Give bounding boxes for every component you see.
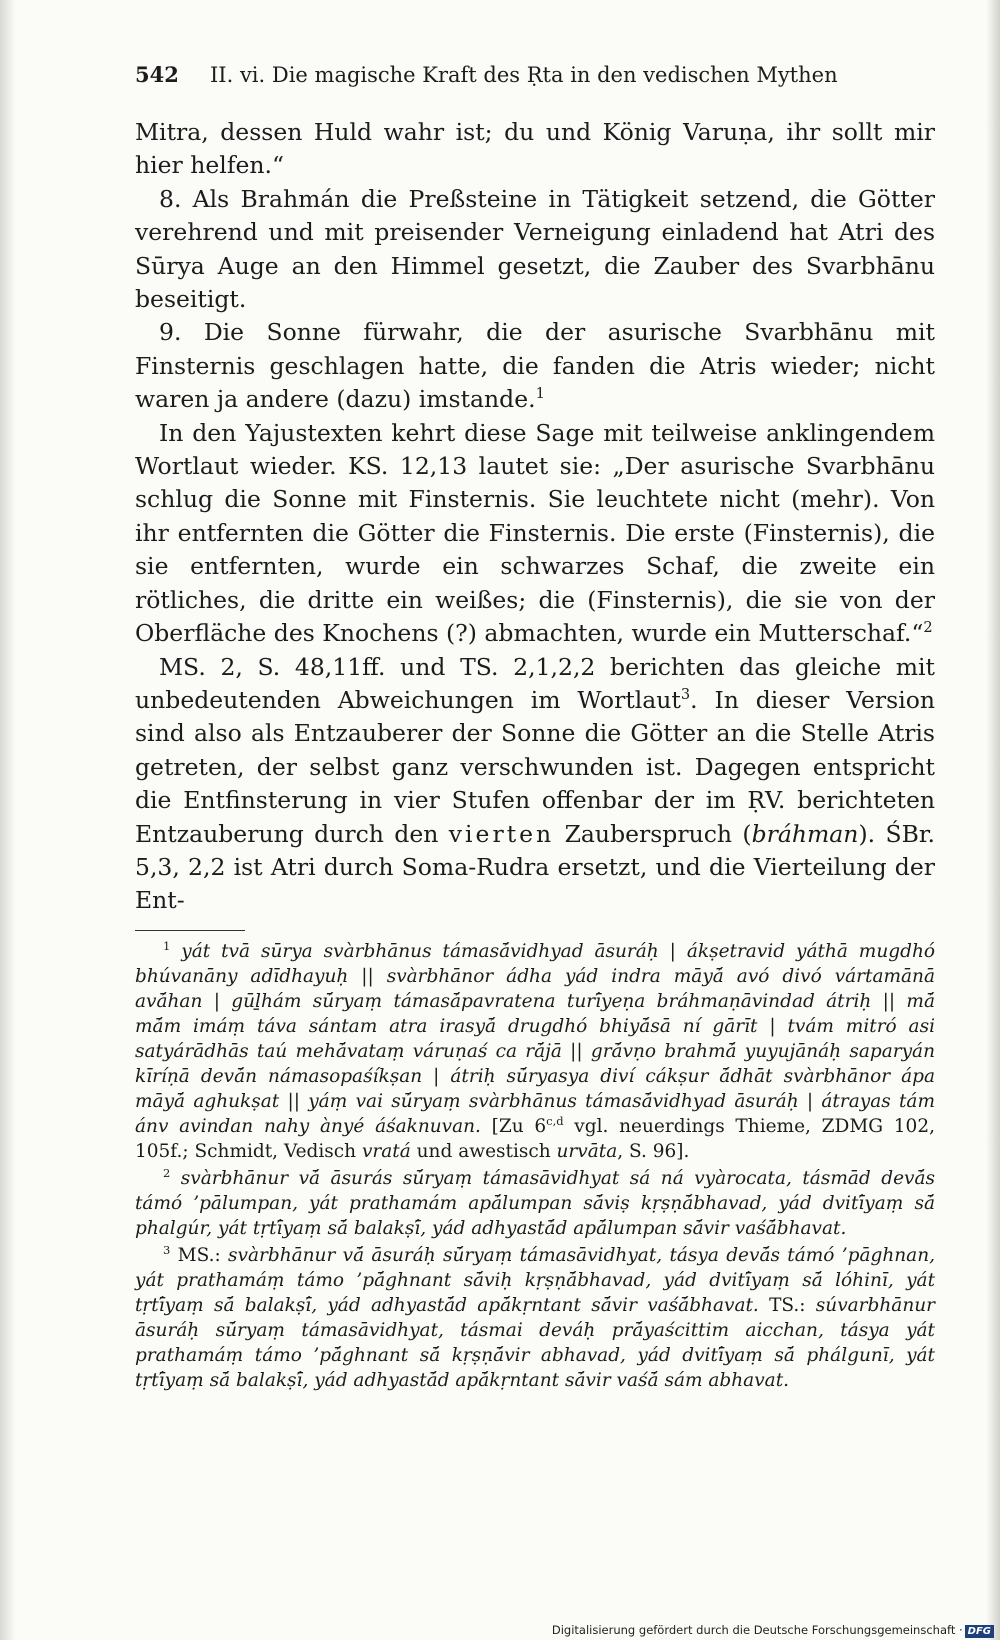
spaced-emphasis: vierten	[448, 819, 555, 848]
footnote-divider	[135, 930, 245, 931]
footnote-1-text-b: vgl. neuerdings Thieme, ZDMG 102, 105f.; Schmidt, Vedisch	[135, 1115, 935, 1162]
verse-8: 8. Als Brahmán die Preßsteine in Tätigkeit setzend, die Götter verehrend und mit preisender Verneigung einladend hat Atri des Sūrya Auge an den Himmel gesetzt, die Zauber des Svarbhānu beseitigt.	[135, 184, 935, 314]
footnote-3-ms-sanskrit: svàrbhānur vā́ āsuráḥ sū́ryaṃ támasāvidhyat, tásya devā́s támó ’pāghnan, yát prathamáṃ támo ’pā́ghnant sā́viḥ kṛṣṇā́bhavad, yád dvitī́yaṃ sā́ lóhinī, yát tṛtī́yaṃ sā́ balakṣī́, yád adhyastā́d apā́kṛntant sā́vir vaśā́bhavat.	[135, 1244, 935, 1316]
main-text	[135, 116, 935, 918]
footnote-mark: 3	[163, 1242, 171, 1257]
footnote-3-label-ts: TS.:	[769, 1294, 806, 1316]
paragraph-ms-ts	[135, 651, 935, 918]
page-edge-shadow-left	[0, 0, 16, 1640]
page-number: 542	[135, 62, 179, 87]
footnote-1	[135, 939, 935, 1164]
footnote-1-italic-vrata: vratá	[361, 1140, 411, 1162]
footnote-mark: 1	[163, 938, 171, 953]
paragraph-ms-ts-text-a: MS. 2, S. 48,11ff. und TS. 2,1,2,2 berichten das gleiche mit unbedeutenden Abweichungen im Wortlaut	[135, 652, 935, 714]
verse-9-text: 9. Die Sonne fürwahr, die der asurische Svarbhānu mit Finsternis geschlagen hatte, die fanden die Atris wieder; nicht waren ja andere (dazu) imstande.	[135, 318, 935, 414]
page-header	[135, 62, 935, 94]
footnote-1-text-d: , S. 96].	[617, 1140, 690, 1162]
footnote-ref-1[interactable]: 1	[535, 385, 545, 403]
footnote-2	[135, 1166, 935, 1241]
footnote-1-text-c: und awestisch	[410, 1140, 557, 1162]
footnote-1-italic-urvata: urvāta	[556, 1140, 618, 1162]
verse-9	[135, 316, 935, 416]
footer-text: Digitalisierung gefördert durch die Deutsche Forschungsgemeinschaft ·	[551, 1623, 963, 1637]
running-title: II. vi. Die magische Kraft des Ṛta in den vedischen Mythen	[210, 63, 838, 87]
footnote-3	[135, 1243, 935, 1393]
verse-7-end: Mitra, dessen Huld wahr ist; du und König Varuṇa, ihr sollt mir hier helfen.“	[135, 118, 935, 180]
italic-term: bráhman	[751, 819, 859, 848]
dfg-logo: DFG	[965, 1625, 994, 1638]
footnote-2-sanskrit: svàrbhānur vā́ āsurás sū́ryaṃ támasāvidhyat sá ná vyàrocata, tásmād devā́s támó ’pālumpan, yát prathamám apā́lumpan sā́viṣ kṛṣṇā́bhavad, yád dvitī́yaṃ sā́ phalgúr, yát tṛtī́yaṃ sā́ balakṣī́, yád adhyastā́d apā́lumpan sā́vir vaśā́bhavat.	[135, 1167, 935, 1239]
footnote-mark: 2	[163, 1165, 171, 1180]
footnote-1-sanskrit: yát tvā sūrya svàrbhānus támasā́vidhyad āsuráḥ | ákṣetravid yáthā mugdhó bhúvanāny adīdhayuḥ || svàrbhānor ádha yád indra māyā́ avó divó vártamānā avā́han | gūḻhám sū́ryaṃ támasā́pavratena turī́yeṇa bráhmaṇāvindad átriḥ || mā́ mā́m imáṃ táva sántam atra irasyā́ drugdhó bhiyā́sā ní gārīt | tvám mitró asi satyárādhās taú mehā́vataṃ váruṇaś ca rā́jā || grā́vṇo brahmā́ yuyujānáḥ saparyán kīríṇā devā́n námasopaśíkṣan | átriḥ sū́ryasya diví cákṣur ā́dhāt svàrbhānor ápa māyā́ aghukṣat || yáṃ vai sū́ryaṃ svàrbhānus támasā́vidhyad āsuráḥ | átrayas tám ánv avindan nahy ànyé áśaknuvan.	[135, 940, 935, 1137]
paragraph-yajus	[135, 417, 935, 651]
footnote-3-label-ms: MS.:	[177, 1244, 221, 1266]
footnote-1-superscript: c,d	[546, 1113, 564, 1128]
page-edge-shadow-right	[986, 0, 1000, 1640]
book-page	[135, 62, 935, 1395]
paragraph-ms-ts-text-b: . In dieser Version sind also als Entzauberer der Sonne die Götter an die Stelle Atris getreten, der selbst ganz verschwunden ist. Dagegen entspricht die Entfinsterung in vier Stufen offenbar der im ṚV. berichteten Entzauberung durch den	[135, 685, 936, 848]
paragraph-ms-ts-text-c: Zauberspruch (	[554, 819, 752, 848]
paragraph-yajus-text: In den Yajustexten kehrt diese Sage mit teilweise anklingendem Wortlaut wieder. KS. 12,13 lautet sie: „Der asurische Svarbhānu schlug die Sonne mit Finsternis. Sie leuchtete nicht (mehr). Von ihr entfernten die Götter die Finsternis. Die erste (Finsternis), die sie entfernten, wurde ein schwarzes Schaf, die zweite ein rötliches, die dritte ein weißes; die (Finsternis), die sie von der Oberfläche des Knochens (?) abmachten, wurde ein Mutterschaf.“	[135, 418, 935, 648]
footnote-3-ts-sanskrit: súvarbhānur āsuráḥ sū́ryaṃ támasāvidhyat, tásmai deváḥ prā́yaścittim aicchan, tásya yát prathamáṃ támo ’pā́ghnant sā́ kṛṣṇā́vir abhavad, yád dvitī́yaṃ sā́ phálgunī, yát tṛtī́yaṃ sā́ balakṣī́, yád adhyastā́d apā́kṛntant sā́vir vaśā́ sám abhavat.	[135, 1294, 935, 1391]
footnote-ref-2[interactable]: 2	[923, 619, 933, 637]
digitization-footer	[552, 1623, 994, 1638]
footnote-1-text-a: [Zu 6	[480, 1115, 547, 1137]
paragraph-ms-ts-text-d: ). ŚBr. 5,3, 2,2 ist Atri durch Soma-Rudra ersetzt, und die Vierteilung der Ent-	[135, 819, 935, 915]
footnote-ref-3[interactable]: 3	[680, 686, 691, 704]
footnotes	[135, 939, 935, 1393]
